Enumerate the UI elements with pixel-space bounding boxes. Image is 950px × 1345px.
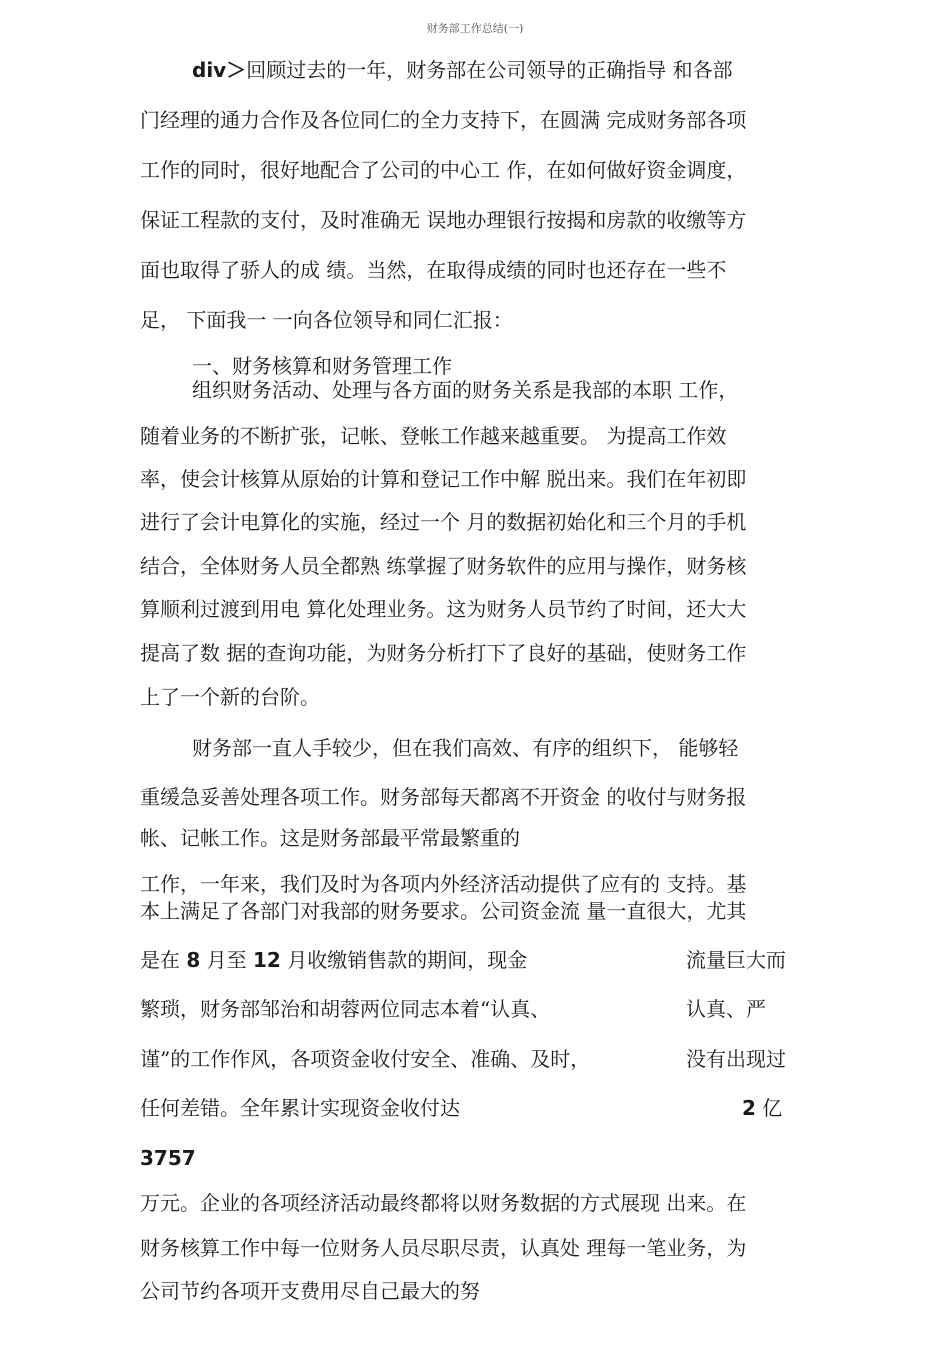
paragraph-3-line-5: 本上满足了各部门对我部的财务要求。公司资金流 量一直很大，尤其 — [140, 899, 747, 923]
html-fragment-prefix: div＞ — [192, 58, 247, 82]
paragraph-2-line-8: 上了一个新的台阶。 — [140, 685, 320, 709]
paragraph-3-row-4-amount — [742, 1096, 782, 1120]
paragraph-1-line-4: 保证工程款的支付，及时准确无 误地办理银行按揭和房款的收缴等方 — [140, 208, 747, 232]
amount-hundred-million: 2 — [742, 1096, 756, 1120]
paragraph-3-tail-3: 公司节约各项开支费用尽自己最大的努 — [140, 1279, 480, 1303]
paragraph-3-row-3-right: 没有出现过 — [686, 1047, 786, 1071]
paragraph-3-row-4: 任何差错。全年累计实现资金收付达 — [140, 1096, 460, 1120]
month-end-number: 12 — [253, 948, 281, 972]
row-1-text-c: 月收缴销售款的期间，现金 — [287, 948, 528, 972]
amount-unit: 亿 — [762, 1096, 783, 1120]
paragraph-1-line-6: 足， 下面我一 一向各位领导和同仁汇报： — [140, 308, 513, 332]
paragraph-3-row-1-right: 流量巨大而 — [686, 948, 786, 972]
paragraph-1-line-3: 工作的同时，很好地配合了公司的中心工 作，在如何做好资金调度， — [140, 158, 747, 182]
paragraph-3-row-2-right: 认真、严 — [686, 997, 766, 1021]
paragraph-2-line-4: 进行了会计电算化的实施，经过一个 月的数据初始化和三个月的手机 — [140, 510, 747, 534]
paragraph-2-line-1: 组织财务活动、处理与各方面的财务关系是我部的本职 工作， — [192, 378, 739, 402]
paragraph-3-row-3: 谨”的工作作风，各项资金收付安全、准确、及时， — [140, 1047, 591, 1071]
page-header-title: 财务部工作总结(一) — [426, 22, 524, 35]
paragraph-1-line-1 — [192, 58, 733, 82]
paragraph-3-line-2: 重缓急妥善处理各项工作。财务部每天都离不开资金 的收付与财务报 — [140, 785, 747, 809]
paragraph-3-tail-1: 万元。企业的各项经济活动最终都将以财务数据的方式展现 出来。在 — [140, 1191, 747, 1215]
paragraph-3-tail-2: 财务核算工作中每一位财务人员尽职尽责，认真处 理每一笔业务，为 — [140, 1236, 747, 1260]
paragraph-1-line-5: 面也取得了骄人的成 绩。当然，在取得成绩的同时也还存在一些不 — [140, 258, 727, 282]
paragraph-2-line-2: 随着业务的不断扩张，记帐、登帐工作越来越重要。 为提高工作效 — [140, 424, 727, 448]
row-1-text-a: 是在 — [140, 948, 180, 972]
row-1-text-b: 月至 — [206, 948, 247, 972]
month-start-number: 8 — [186, 948, 201, 972]
paragraph-2-line-6: 算顺利过渡到用电 算化处理业务。这为财务人员节约了时间，还大大 — [140, 597, 747, 621]
amount-ten-thousand: 3757 — [140, 1146, 196, 1170]
paragraph-1-line-2: 门经理的通力合作及各位同仁的全力支持下，在圆满 完成财务部各项 — [140, 108, 747, 132]
paragraph-3-row-2: 繁琐，财务部邹治和胡蓉两位同志本着“认真、 — [140, 997, 551, 1021]
paragraph-3-line-4: 工作，一年来，我们及时为各项内外经济活动提供了应有的 支持。基 — [140, 872, 747, 896]
paragraph-2-line-3: 率，使会计核算从原始的计算和登记工作中解 脱出来。我们在年初即 — [140, 467, 747, 491]
paragraph-3-line-1: 财务部一直人手较少，但在我们高效、有序的组织下， 能够轻 — [192, 736, 739, 760]
paragraph-3-line-3: 帐、记帐工作。这是财务部最平常最繁重的 — [140, 826, 520, 850]
paragraph-2-line-5: 结合，全体财务人员全都熟 练掌握了财务软件的应用与操作，财务核 — [140, 554, 747, 578]
paragraph-3-row-1 — [140, 948, 527, 972]
paragraph-2-line-7: 提高了数 据的查询功能，为财务分析打下了良好的基础，使财务工作 — [140, 641, 747, 665]
paragraph-1-line-1-text: 回顾过去的一年，财务部在公司领导的正确指导 和各部 — [246, 58, 733, 82]
section-heading: 一、财务核算和财务管理工作 — [192, 354, 452, 378]
